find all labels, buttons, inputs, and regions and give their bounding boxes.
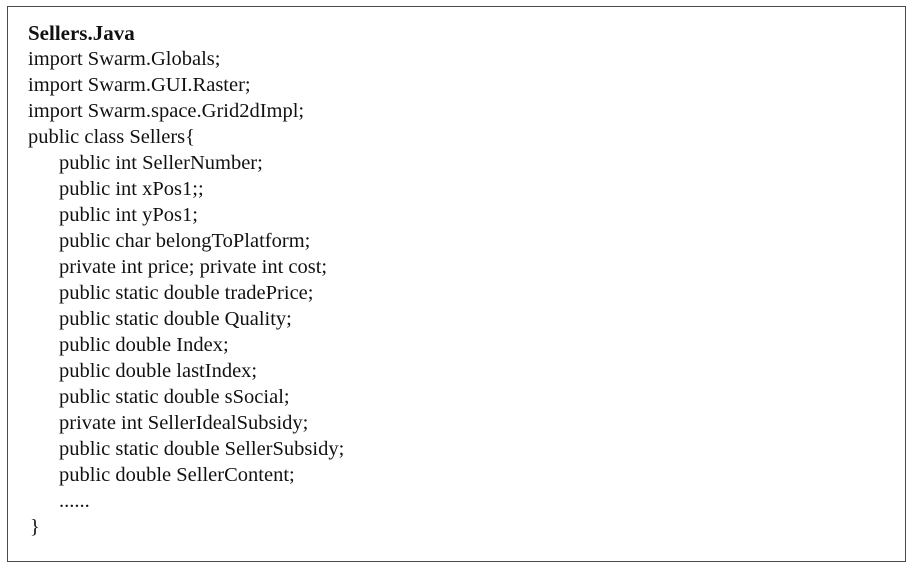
code-line-seller-content: public double SellerContent; [59,464,295,486]
code-listing-box [7,6,906,562]
code-line-xpos: public int xPos1;; [59,178,204,200]
code-line-index: public double Index; [59,334,229,356]
code-line-last-index: public double lastIndex; [59,360,258,382]
code-line-class-declaration: public class Sellers{ [28,126,195,148]
code-line-seller-number: public int SellerNumber; [59,152,263,174]
code-line-import-raster: import Swarm.GUI.Raster; [28,74,251,96]
code-line-price-cost: private int price; private int cost; [59,256,328,278]
code-line-import-globals: import Swarm.Globals; [28,48,221,70]
code-line-social: public static double sSocial; [59,386,290,408]
code-line-ideal-subsidy: private int SellerIdealSubsidy; [59,412,309,434]
code-line-import-grid: import Swarm.space.Grid2dImpl; [28,100,305,122]
code-line-ypos: public int yPos1; [59,204,198,226]
code-line-belong-to-platform: public char belongToPlatform; [59,230,311,252]
code-line-seller-subsidy: public static double SellerSubsidy; [59,438,345,460]
listing-title: Sellers.Java [28,21,135,45]
code-line-ellipsis: ...... [59,490,90,512]
code-line-quality: public static double Quality; [59,308,292,330]
code-line-closing-brace: } [30,516,40,538]
code-line-trade-price: public static double tradePrice; [59,282,314,304]
